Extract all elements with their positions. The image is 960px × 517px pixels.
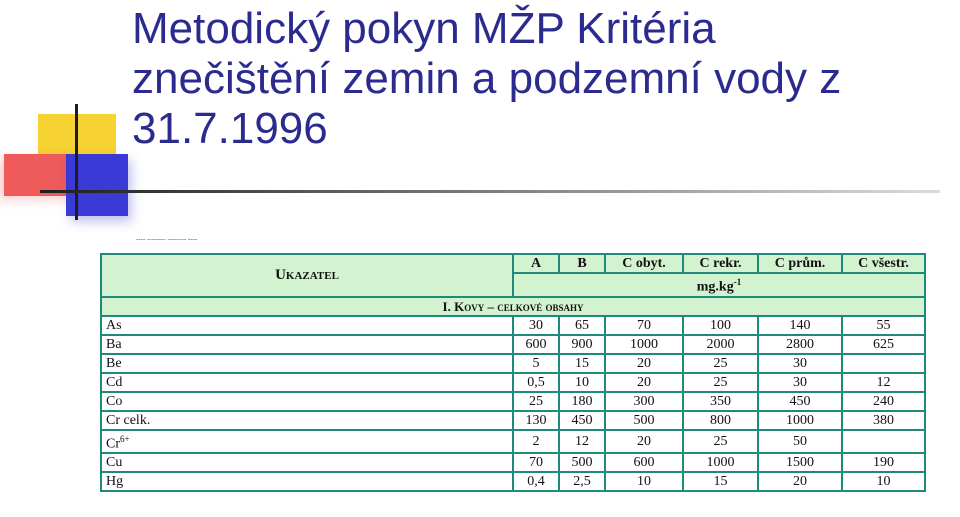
title-line: Metodický pokyn MŽP Kritéria xyxy=(132,4,716,53)
value-cell: 25 xyxy=(683,373,758,392)
value-cell: 2,5 xyxy=(559,472,605,491)
table-row xyxy=(101,316,925,335)
value-cell: 300 xyxy=(605,392,683,411)
column-header: B xyxy=(559,254,605,273)
indicator-name xyxy=(101,472,513,491)
indicator-label: Cu xyxy=(106,455,123,471)
unit-cell xyxy=(513,273,925,297)
title-line: 31.7.1996 xyxy=(132,104,328,153)
value-cell: 800 xyxy=(683,411,758,430)
table-row xyxy=(101,392,925,411)
value-cell: 190 xyxy=(842,453,925,472)
value-cell: 70 xyxy=(605,316,683,335)
indicator-name xyxy=(101,354,513,373)
value-cell: 12 xyxy=(842,373,925,392)
value-cell: 10 xyxy=(605,472,683,491)
value-cell: 70 xyxy=(513,453,559,472)
unit-exponent: -1 xyxy=(733,277,742,287)
value-cell: 25 xyxy=(683,354,758,373)
value-cell: 15 xyxy=(683,472,758,491)
indicator-label: Cr celk. xyxy=(106,412,151,428)
table-row xyxy=(101,411,925,430)
section-title: I. Kovy – celkové obsahy xyxy=(101,297,925,316)
title-underline xyxy=(40,190,940,193)
value-cell: 2800 xyxy=(758,335,842,354)
value-cell: 10 xyxy=(842,472,925,491)
table-row xyxy=(101,472,925,491)
value-cell: 15 xyxy=(559,354,605,373)
slide-title xyxy=(132,4,952,154)
criteria-table xyxy=(100,253,926,492)
unit-text: mg.kg xyxy=(696,279,734,295)
indicator-label: Be xyxy=(106,355,122,371)
value-cell: 30 xyxy=(758,354,842,373)
value-cell: 20 xyxy=(758,472,842,491)
value-cell: 625 xyxy=(842,335,925,354)
table-row xyxy=(101,453,925,472)
table-row xyxy=(101,354,925,373)
indicator-header: Ukazatel xyxy=(101,254,513,297)
value-cell: 20 xyxy=(605,354,683,373)
value-cell: 10 xyxy=(559,373,605,392)
table-row xyxy=(101,430,925,454)
indicator-label: Cd xyxy=(106,374,123,390)
value-cell: 180 xyxy=(559,392,605,411)
indicator-name xyxy=(101,453,513,472)
value-cell: 450 xyxy=(758,392,842,411)
value-cell: 900 xyxy=(559,335,605,354)
value-cell: 600 xyxy=(513,335,559,354)
indicator-label: Co xyxy=(106,393,123,409)
title-line: znečištění zemin a podzemní vody z xyxy=(132,54,842,103)
value-cell: 1000 xyxy=(758,411,842,430)
value-cell: 1000 xyxy=(683,453,758,472)
value-cell: 380 xyxy=(842,411,925,430)
indicator-label: Hg xyxy=(106,474,124,490)
indicator-name xyxy=(101,373,513,392)
indicator-name xyxy=(101,411,513,430)
column-header: C všestr. xyxy=(842,254,925,273)
value-cell: 1500 xyxy=(758,453,842,472)
value-cell: 30 xyxy=(513,316,559,335)
value-cell: 130 xyxy=(513,411,559,430)
value-cell: 2 xyxy=(513,430,559,454)
value-cell: 30 xyxy=(758,373,842,392)
value-cell: 600 xyxy=(605,453,683,472)
value-cell: 5 xyxy=(513,354,559,373)
value-cell: 0,5 xyxy=(513,373,559,392)
value-cell: 12 xyxy=(559,430,605,454)
value-cell: 65 xyxy=(559,316,605,335)
indicator-name xyxy=(101,335,513,354)
decor-vertical-line xyxy=(75,104,78,220)
value-cell: 25 xyxy=(513,392,559,411)
value-cell: 20 xyxy=(605,430,683,454)
value-cell: 500 xyxy=(605,411,683,430)
value-cell: 240 xyxy=(842,392,925,411)
indicator-label: Cr xyxy=(106,436,120,452)
indicator-superscript: 6+ xyxy=(120,433,130,444)
section-row xyxy=(101,297,925,316)
value-cell: 140 xyxy=(758,316,842,335)
value-cell: 1000 xyxy=(605,335,683,354)
value-cell: 100 xyxy=(683,316,758,335)
indicator-label: Ba xyxy=(106,336,122,352)
value-cell xyxy=(842,354,925,373)
indicator-name xyxy=(101,392,513,411)
value-cell: 350 xyxy=(683,392,758,411)
column-header: C rekr. xyxy=(683,254,758,273)
column-header: C prům. xyxy=(758,254,842,273)
table-caption: ---- -------- -------- ---- xyxy=(136,236,198,242)
value-cell: 50 xyxy=(758,430,842,454)
table-row xyxy=(101,373,925,392)
column-header: A xyxy=(513,254,559,273)
value-cell xyxy=(842,430,925,454)
value-cell: 0,4 xyxy=(513,472,559,491)
value-cell: 2000 xyxy=(683,335,758,354)
value-cell: 25 xyxy=(683,430,758,454)
indicator-label: As xyxy=(106,317,122,333)
value-cell: 450 xyxy=(559,411,605,430)
value-cell: 500 xyxy=(559,453,605,472)
table-header-row xyxy=(101,254,925,273)
value-cell: 20 xyxy=(605,373,683,392)
table-row xyxy=(101,335,925,354)
indicator-name xyxy=(101,430,513,454)
column-header: C obyt. xyxy=(605,254,683,273)
value-cell: 55 xyxy=(842,316,925,335)
indicator-name xyxy=(101,316,513,335)
